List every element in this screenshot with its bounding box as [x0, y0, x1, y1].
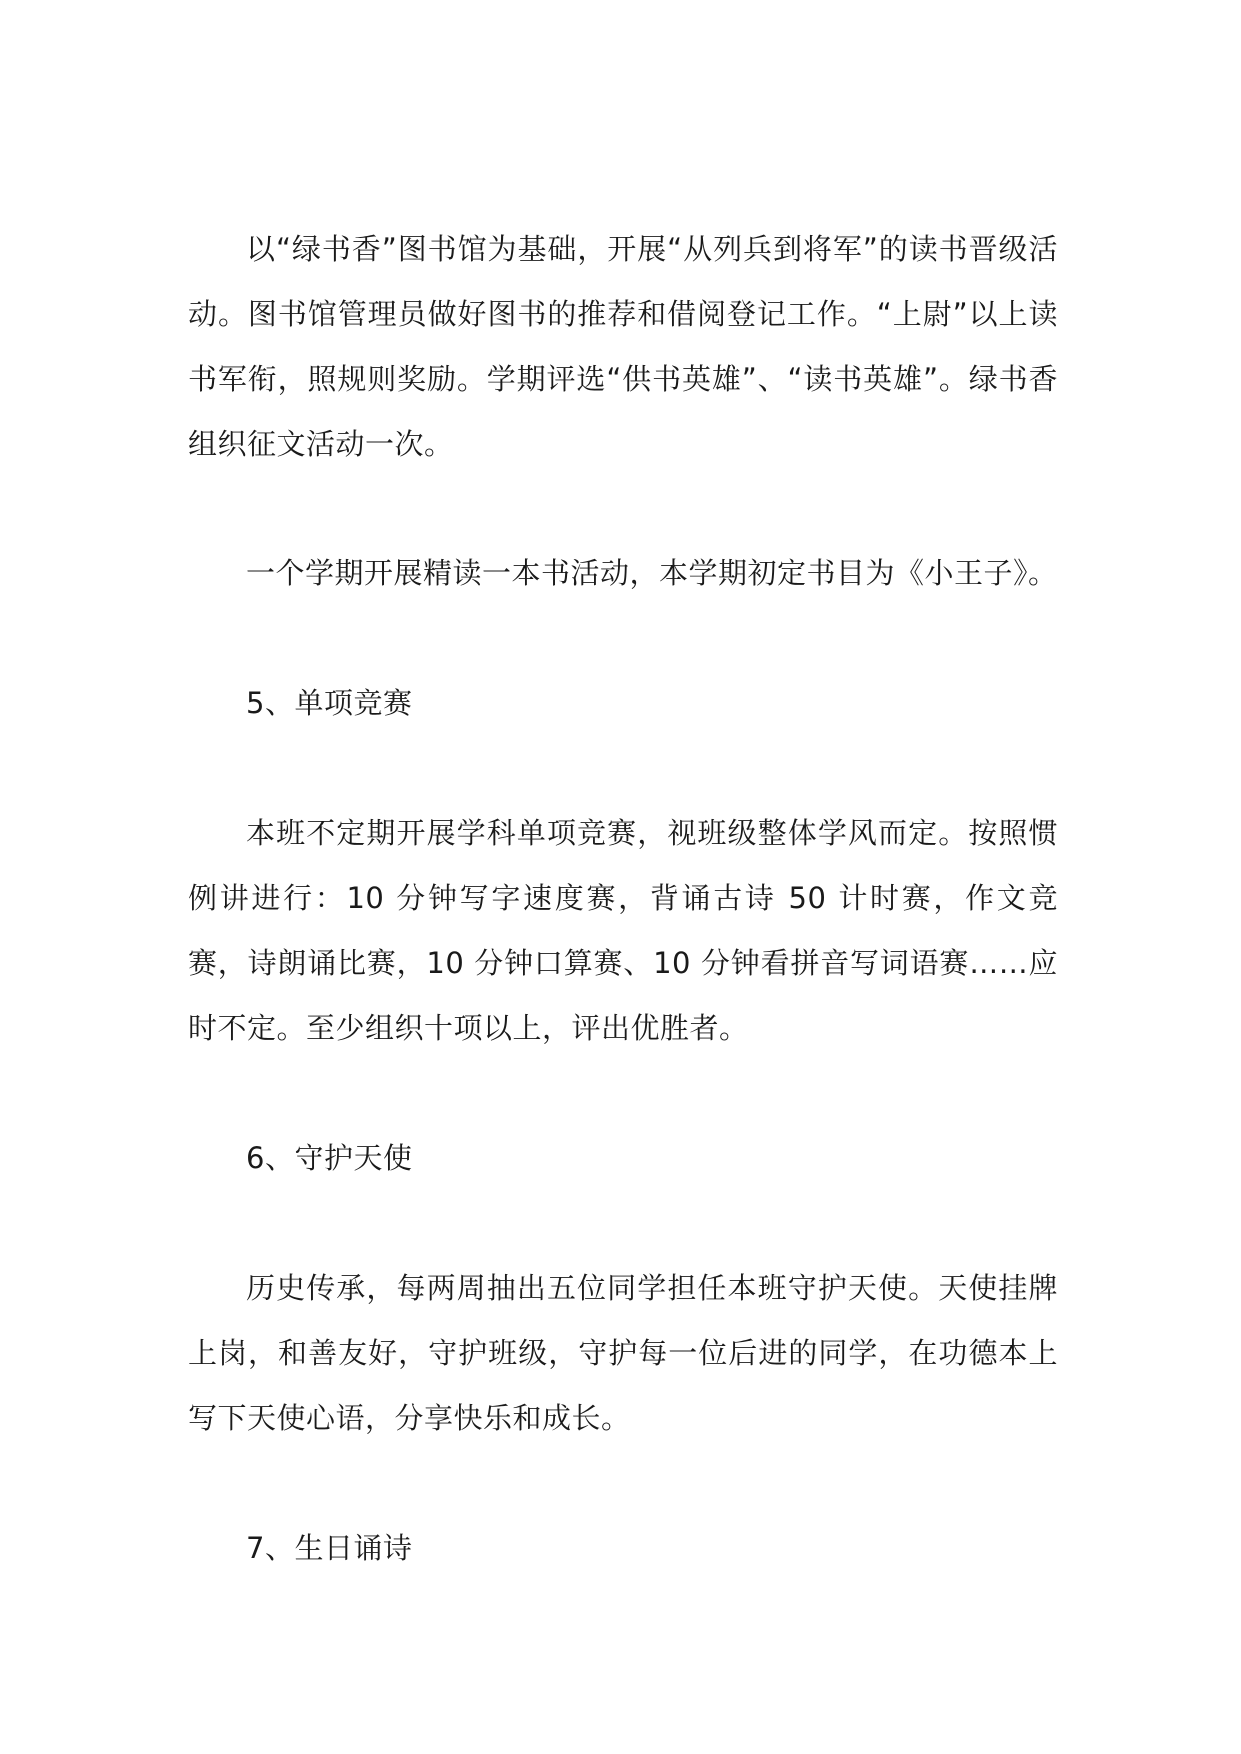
section-heading-6: 6、守护天使 — [246, 1141, 413, 1175]
paragraph-competition: 本班不定期开展学科单项竞赛，视班级整体学风而定。按照惯例讲进行：10 分钟写字速度赛，背诵古诗 50 计时赛，作文竞赛，诗朗诵比赛，10 分钟口算赛、10 分钟看拼音写词语赛……应时不定。至少组织十项以上，评出优胜者。 — [188, 816, 1058, 1045]
paragraph-reading-plan: 一个学期开展精读一本书活动，本学期初定书目为《小王子》。 — [246, 556, 1058, 590]
paragraph-guardian-angel: 历史传承，每两周抽出五位同学担任本班守护天使。天使挂牌上岗，和善友好，守护班级，守护每一位后进的同学，在功德本上写下天使心语，分享快乐和成长。 — [188, 1271, 1058, 1435]
paragraph-library-activity: 以“绿书香”图书馆为基础，开展“从列兵到将军”的读书晋级活动。图书馆管理员做好图书的推荐和借阅登记工作。“上尉”以上读书军衔，照规则奖励。学期评选“供书英雄”、“读书英雄”。绿书香组织征文活动一次。 — [188, 232, 1058, 461]
section-heading-7: 7、生日诵诗 — [246, 1531, 413, 1565]
section-heading-5: 5、单项竞赛 — [246, 686, 413, 720]
